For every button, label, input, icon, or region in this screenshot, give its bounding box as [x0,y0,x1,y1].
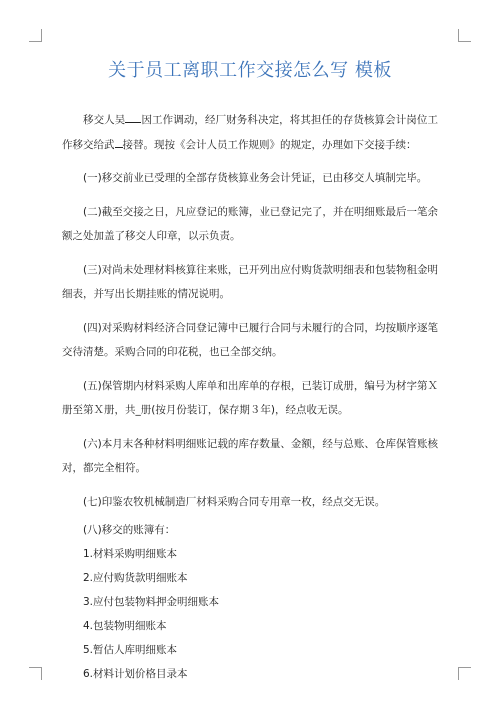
ledger-item-6: 6.材料计划价格目录本 [83,668,188,680]
ledger-item-3: 3.应付包装物料押金明细账本 [83,596,220,608]
blank-underline [125,122,141,123]
intro-part-a: 移交人吴 [83,114,126,126]
document-title: 关于员工离职工作交接怎么写 模板 [108,60,392,81]
ledger-item-5: 5.暂估人库明细账本 [83,644,178,656]
ledger-item-2: 2.应付购货款明细账本 [83,572,188,584]
paragraph-6: (六)本月末各种材料明细账记载的库存数量、金额，经与总账、仓库保管账核对，都完全相符。 [62,437,438,474]
paragraph-2: (二)截至交接之日，凡应登记的账簿，业已登记完了，并在明细账最后一笔余额之处加盖了移交人印章，以示负责。 [62,205,438,242]
crop-mark-top-left [29,29,42,42]
ledger-list-heading: (八)移交的账簿有： [83,524,176,536]
paragraph-4: (四)对采购材料经济合同登记簿中已履行合同与未履行的合同，均按顺序逐笔交待清楚。采购合同的印花税，也已全部交纳。 [62,321,438,358]
intro-part-c: 接替。现按《会计人员工作规则》的规定，办理如下交接手续： [122,138,417,151]
intro-paragraph [62,108,438,157]
ledger-item-4: 4.包装物明细账本 [83,620,167,632]
crop-mark-top-right [458,29,471,42]
paragraph-3: (三)对尚未处理材料核算往来账，已开列出应付购货款明细表和包装物租金明细表，并写出长期挂账的情况说明。 [62,263,438,300]
crop-mark-bottom-left [29,667,42,680]
paragraph-7: (七)印鉴农牧机械制造厂材料采购合同专用章一枚，经点交无误。 [83,495,386,508]
crop-mark-bottom-right [458,667,471,680]
blank-underline [115,147,123,148]
document-body [62,108,438,691]
paragraph-5: (五)保管期内材料采购人库单和出库单的存根，已装订成册，编号为材字第Ｘ册至第Ｘ册，共_册(按月份装订，保存期３年)，经点收无误。 [62,379,438,416]
paragraph-1: (一)移交前业已受理的全部存货核算业务会计凭证，已由移交人填制完毕。 [83,172,428,184]
intro-part-b: 因工作调动，经厂财务科决定，将其担任的存货核算会计岗位工作移交给武 [62,114,438,151]
ledger-item-1: 1.材料采购明细账本 [83,548,178,560]
